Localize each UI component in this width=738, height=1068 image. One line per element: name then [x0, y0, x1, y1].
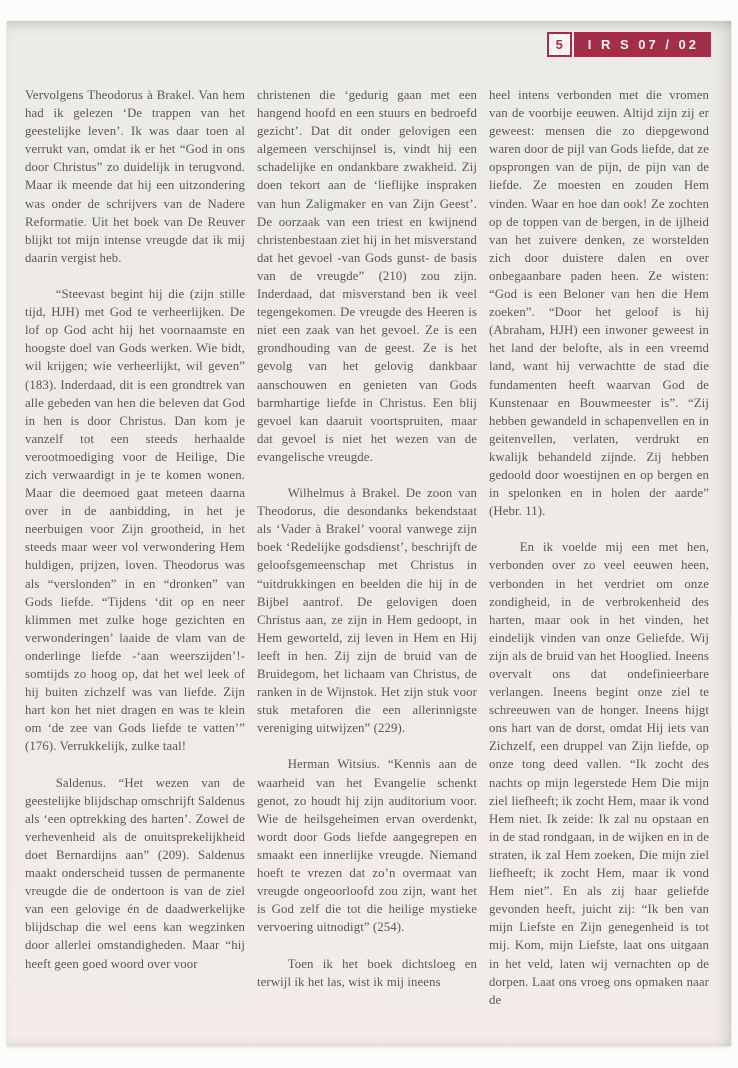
page-header — [547, 32, 711, 57]
scanned-magazine-page — [7, 21, 731, 1046]
paragraph: heel intens verbonden met die vromen van de voorbije eeuwen. Altijd zijn zij er geweest: mensen die zo diepgewond waren door de pijl van Gods liefde, dat ze opsprongen van de pijn, de pijn van de liefde. Ze moesten en zouden Hem vinden. Waar en hoe dan ook! Ze zochten op de toppen van de bergen, in de ijlheid van het zuivere denken, ze worstelden zich door duistere dalen en over onbegaanbare paden heen. Ze wisten: “God is een Beloner van hen die Hem zoeken”. “Door het geloof is hij (Abraham, HJH) een inwoner geweest in het land der belofte, als in een vreemd land, want hij verwachtte de stad die fundamenten heeft waarvan God de Kunstenaar en Bouwmeester is”. “Zij hebben gewandeld in schapenvellen en in geitenvellen, verlaten, verdrukt en kwalijk behandeld zijnde. Zij hebben gedoold door woestijnen en op bergen en in spelonken en in holen der aarde” (Hebr. 11). — [489, 88, 709, 519]
page-number-badge — [547, 32, 572, 57]
article-body — [25, 86, 709, 1036]
article-column-2 — [257, 86, 477, 1036]
paragraph: Saldenus. “Het wezen van de geestelijke blijdschap omschrijft Saldenus als ‘een optrekking des harten’. Zowel de verhevenheid als de onuitsprekelijkheid doet Bernardijns aan” (209). Saldenus maakt onderscheid tussen de permanente vreugde die de ondertoon is van de ziel van een gelovige én de daadwerkelijke blijdschap die wel eens kan wegzinken door allerlei omstandigheden. Maar “hij heeft geen goed woord over voor — [25, 775, 245, 971]
paragraph: “Steevast begint hij die (zijn stille tijd, HJH) met God te verheerlijken. De lof op God acht hij het voornaamste en hoogste doel van Gods werken. Wie bidt, wil krijgen; wie verheerlijkt, wil geven” (183). Inderdaad, dit is een grondtrek van alle gebeden van hen die beleven dat God in hen is door Christus. Dan kom je vanzelf tot een steeds herhaalde verootmoediging voor de Heilige, Die zich verwaardigt in je te komen wonen. Maar die deemoed gaat meteen daarna over in de aanbidding, in het je neerbuigen voor Zijn grootheid, in het steeds maar weer vol verwondering Hem huldigen, prijzen, loven. Theodorus was als “verslonden” in en “dronken” van Gods liefde. “Tijdens ‘dit op en neer klimmen met zulke hoge gezichten en verwonderingen’ laaide de vlam van de onderlinge liefde -‘aan weerszijden’!- somtijds zo hoog op, dat het wel leek of hij buiten zichzelf was van liefde. Zijn hart kon het niet dragen en was te klein om ‘de zee van Gods liefde te vatten’” (176). Verrukkelijk, zulke taal! — [25, 287, 245, 754]
paragraph: Toen ik het boek dichtsloeg en terwijl ik het las, wist ik mij ineens — [257, 956, 477, 989]
page-number: 5 — [555, 37, 563, 52]
article-column-3 — [489, 86, 709, 1036]
paragraph: Wilhelmus à Brakel. De zoon van Theodorus, die desondanks bekendstaat als ‘Vader à Brakel’ vooral vanwege zijn boek ‘Redelijke godsdienst’, beschrijft de geloofsgemeenschap met Christus in “uitdrukkingen en beelden die hij in de Bijbel aantrof. De gelovigen doen Christus aan, ze zijn in Hem gedoopt, in Hem geworteld, zij leven in Hem en Hij leeft in hen. Zij zijn de bruid van de Bruidegom, het lichaam van Christus, de ranken in de Wijnstok. Het zijn stuk voor stuk metaforen die een allerinnigste vereniging uitwijzen” (229). — [257, 486, 477, 736]
paragraph: christenen die ‘gedurig gaan met een hangend hoofd en een stuurs en bedroefd gezicht’. Dat dit onder gelovigen een algemeen verschijnsel is, vindt hij een schadelijke en ondankbare zwakheid. Zij doen tekort aan de ‘lieflijke inspraken van hun Zaligmaker en van Zijn Geest’. De oorzaak van een triest en kwijnend christenbestaan ziet hij in het misverstand dat het gevoel -van Gods gunst- de basis van de vreugde” (210) zou zijn. Inderdaad, dat misverstand ben ik veel tegengekomen. De vreugde des Heeren is niet een zaak van het gevoel. Ze is een grondhouding van de geest. Ze is het gevolg van het gelovig dankbaar aanschouwen en genieten van Gods barmhartige liefde in Christus. Een blij gevoel kan daaruit voortspruiten, maar dat gevoel is niet het wezen van de evangelische vreugde. — [257, 88, 477, 464]
issue-badge — [574, 32, 711, 57]
paragraph: Vervolgens Theodorus à Brakel. Van hem had ik gelezen ‘De trappen van het geestelijke leven’. Ik was daar toen al verrukt van, omdat ik er het “God in ons door Christus” zo duidelijk in terugvond. Maar ik meende dat hij een uitzondering was onder de schrijvers van de Nadere Reformatie. Uit het boek van De Reuver blijkt tot mijn intense vreugde dat ik mij daarin vergist heb. — [25, 88, 245, 265]
paragraph: En ik voelde mij een met hen, verbonden over zo veel eeuwen heen, verbonden in het verdriet om onze zondigheid, in de verbrokenheid des harten, maar ook in het vinden, het eindelijk vinden van onze Geliefde. Wij zijn als de bruid van het Hooglied. Ineens overvalt ons dat ondefinieerbare verlangen. Ineens begint onze ziel te schreeuwen van de honger. Ineens hijgt ons hart van de dorst, omdat Hij iets van Zichzelf, een druppel van Zijn liefde, op onze tong deed vallen. “Ik zocht des nachts op mijn legerstede Hem Die mijn ziel liefheeft; ik zocht Hem, maar ik vond Hem niet. Ik zeide: Ik zal nu opstaan en in de stad rondgaan, in de wijken en in de straten, ik zal Hem zoeken, Die mijn ziel liefheeft; ik zocht Hem, maar ik vond Hem niet”. En als zij haar geliefde gevonden heeft, juicht zij: “Ik ben van mijn Liefste en Zijn genegenheid is tot mij. Kom, mijn Liefste, laat ons uitgaan in het veld, laten wij vernachten op de dorpen. Laat ons vroeg ons opmaken naar de — [489, 540, 709, 1007]
issue-code: I R S 07 / 02 — [587, 37, 699, 52]
paragraph: Herman Witsius. “Kennis aan de waarheid van het Evangelie schenkt genot, zo houdt hij zijn auditorium voor. Wie de heilsgeheimen ervan overdenkt, wordt door Gods liefde aangegrepen en smaakt een innerlijke vreugde. Niemand hoeft te vrezen dat zo’n overmaat van vreugde ongeoorloofd zou zijn, want het is God zelf die tot die heilige mystieke vervoering uitnodigt” (254). — [257, 757, 477, 935]
article-column-1 — [25, 86, 245, 1036]
